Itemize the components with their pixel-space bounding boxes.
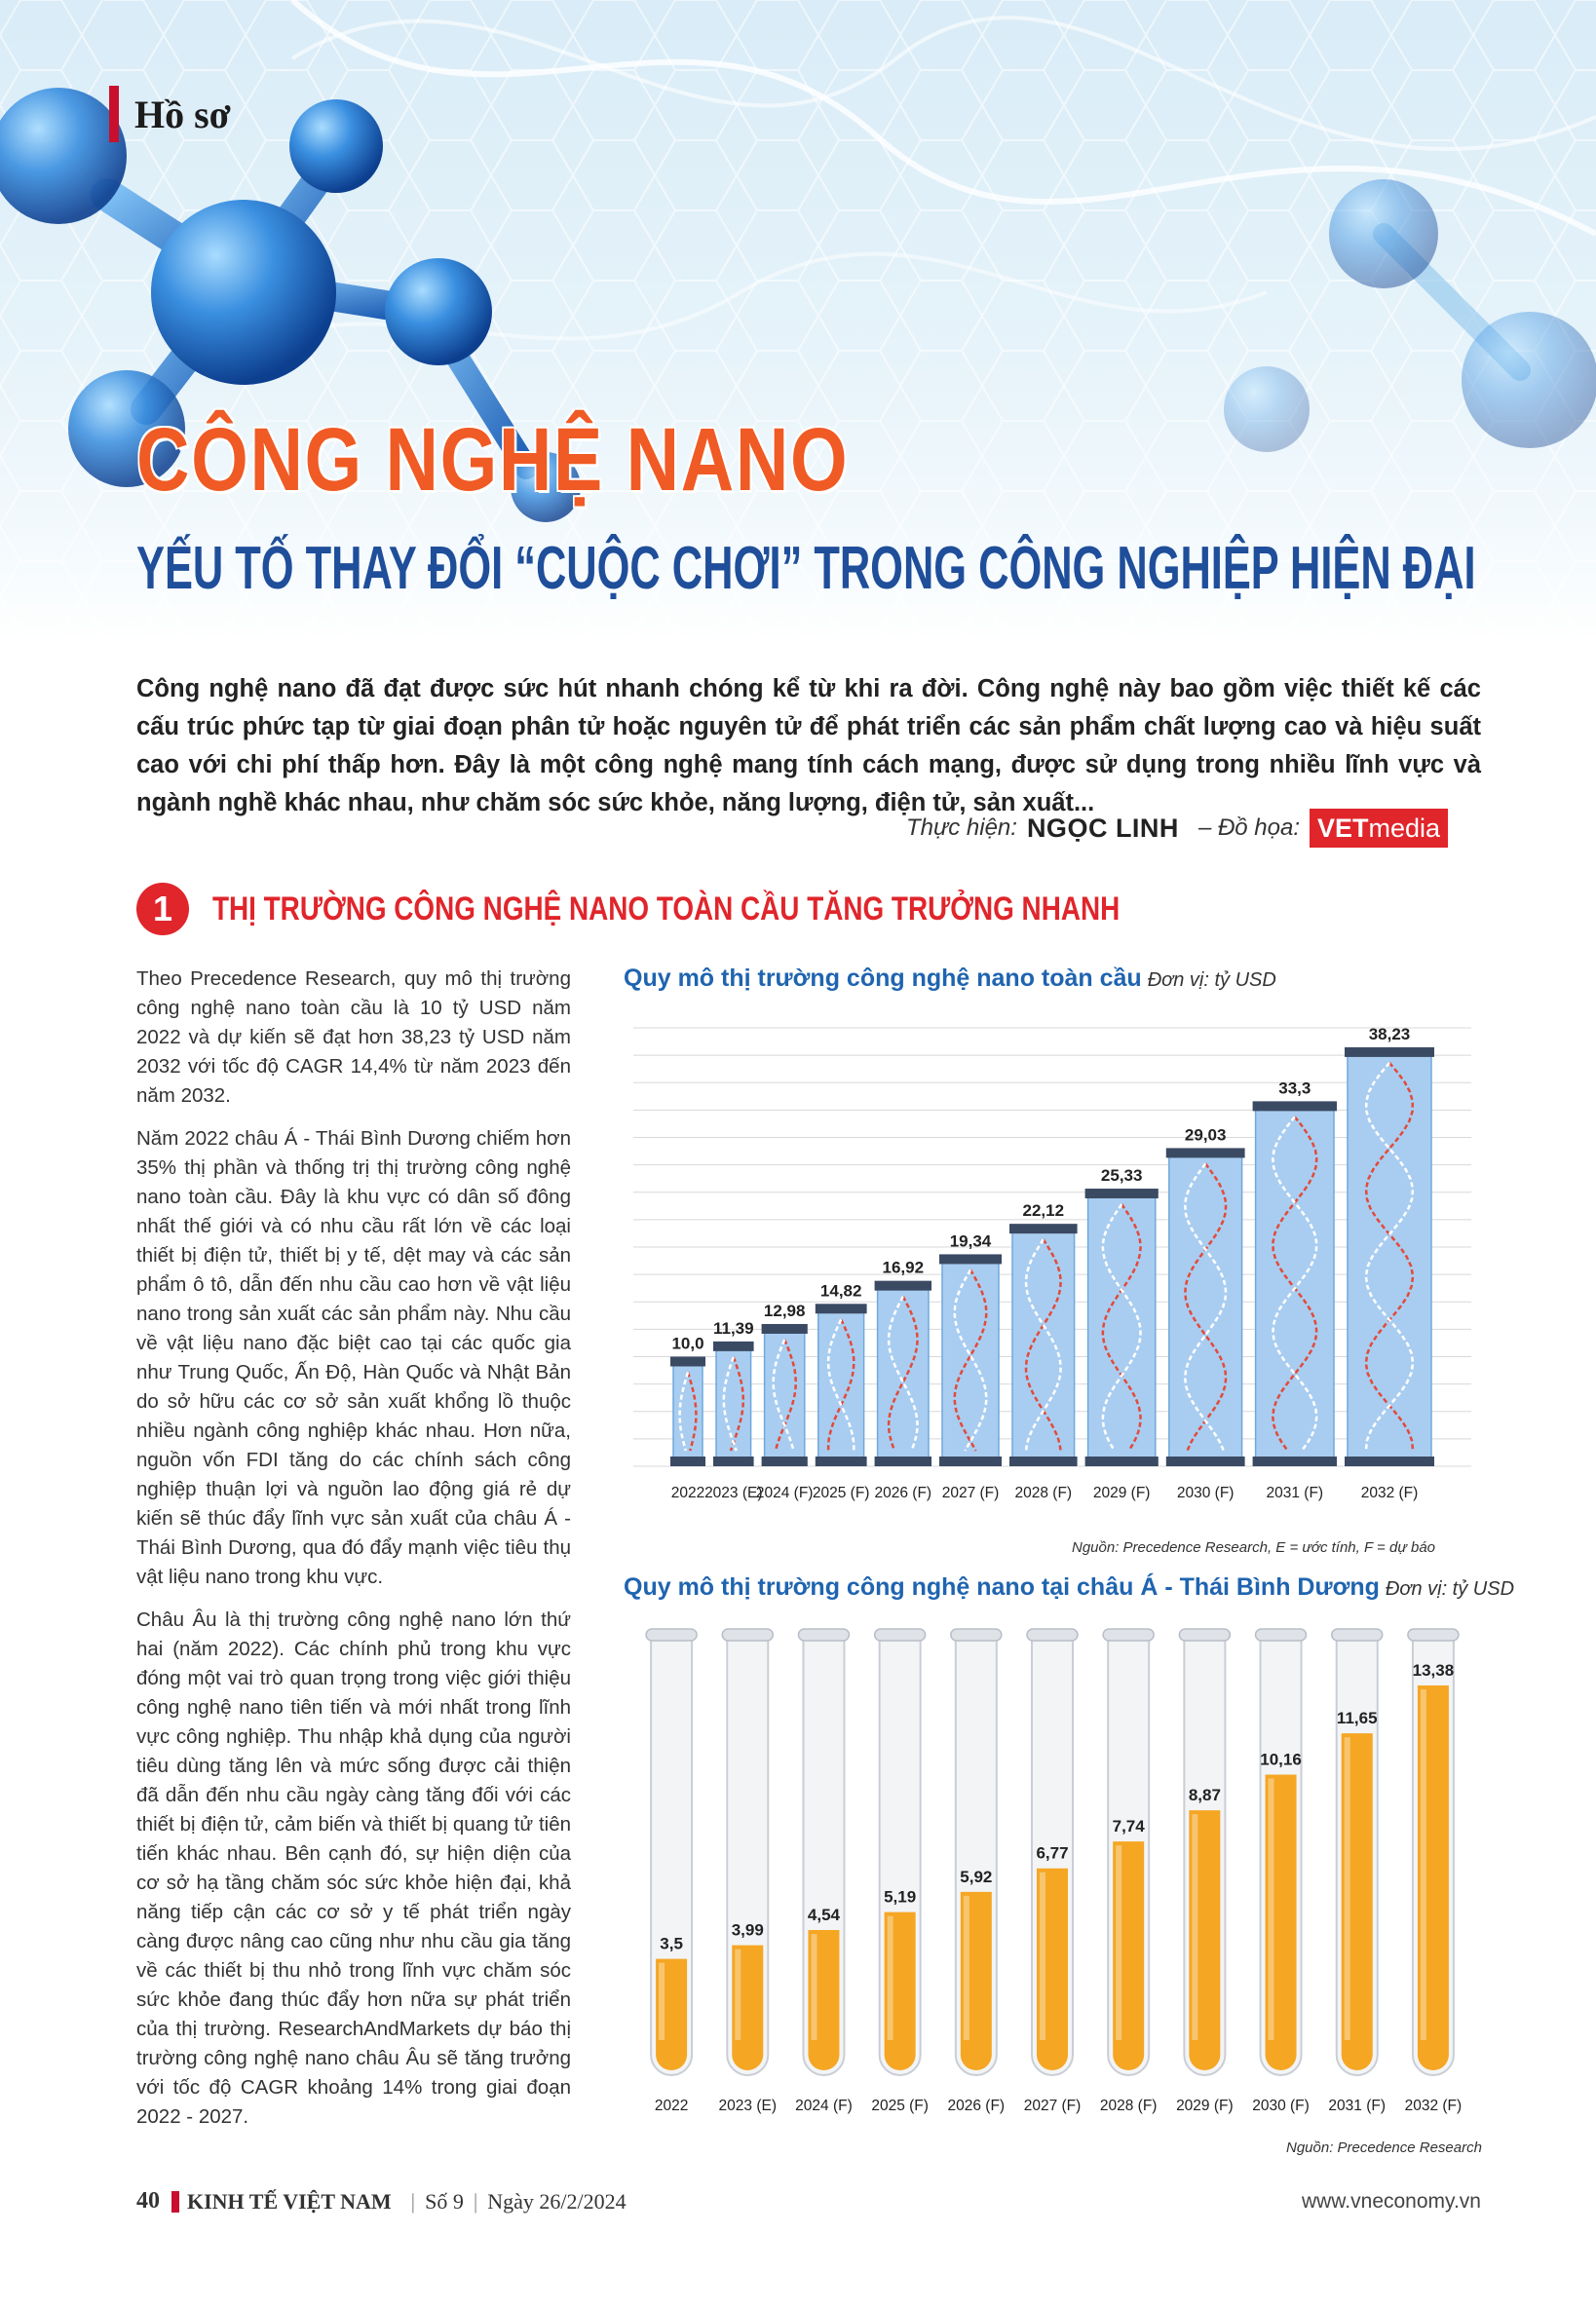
value-label: 19,34 [949, 1231, 992, 1251]
page-number: 40 [136, 2188, 160, 2214]
tube-rim [722, 1629, 773, 1641]
value-label: 11,65 [1336, 1709, 1378, 1728]
bar-cap-top [762, 1324, 808, 1334]
value-label: 8,87 [1188, 1786, 1221, 1805]
logo-text-bold: VET [1317, 814, 1369, 843]
section-tag-label: Hồ sơ [134, 92, 231, 136]
bar-column [878, 1289, 929, 1458]
page-footer [136, 2188, 1481, 2214]
category-label: 2028 (F) [1099, 2098, 1158, 2114]
value-label: 7,74 [1112, 1817, 1145, 1836]
value-label: 4,54 [807, 1906, 841, 1925]
footer-marker [171, 2191, 179, 2213]
value-label: 10,16 [1260, 1750, 1302, 1769]
website-link[interactable]: www.vneconomy.vn [1301, 2189, 1481, 2213]
tube-highlight [964, 1896, 969, 2040]
tube-highlight [811, 1934, 817, 2040]
bar-cap-bottom [875, 1457, 931, 1466]
value-label: 25,33 [1100, 1166, 1143, 1186]
bar-cap-top [1253, 1101, 1337, 1111]
tube-highlight [1269, 1778, 1274, 2040]
category-label: 2022 [670, 1485, 705, 1501]
global-market-chart [624, 1008, 1481, 1525]
bar-column [1088, 1196, 1156, 1458]
tube-2023E [722, 1629, 773, 2075]
tube-rim [1332, 1629, 1383, 1641]
tube-highlight [1421, 1689, 1426, 2040]
tube-rim [1408, 1629, 1459, 1641]
category-label: 2032 (F) [1404, 2098, 1463, 2114]
tube-2022 [646, 1629, 697, 2075]
bar-2028F [1009, 1224, 1078, 1466]
tube-highlight [888, 1916, 893, 2040]
bar-cap-top [875, 1281, 931, 1291]
value-label: 29,03 [1184, 1125, 1227, 1145]
bar-cap-top [1085, 1189, 1159, 1198]
tube-2025F [875, 1629, 926, 2075]
section-tag-marker [109, 86, 119, 142]
category-label: 2024 (F) [795, 2098, 853, 2114]
header-banner [0, 0, 1596, 643]
body-paragraph: Châu Âu là thị trường công nghệ nano lớn thứ hai (năm 2022). Các chính phủ trong khu vực đóng một vai trò quan trọng trong việc giới thiệu công nghệ nano tiên tiến và mới nhất trong lĩnh vực công nghiệp. Thu nhập khả dụng của người tiêu dùng tăng lên và mức sống được cải thiện đã dẫn đến nhu cầu ngày càng tăng đối với các thiết bị điện tử, cảm biến và thiết bị quang tử tiên tiến khác nhau. Bên cạnh đó, sự hiện diện của cơ sở hạ tầng chăm sóc sức khỏe hiện đại, khả năng tiếp cận các cơ sở y tế phát triển ngày càng được nâng cao cũng như nhu cầu gia tăng về các thiết bị thu nhỏ trong lĩnh vực chăm sóc sức khỏe đang thúc đẩy hơn nữa sự phát triển của thị trường. ResearchAndMarkets dự báo thị trường công nghệ nano châu Âu sẽ tăng trưởng với tốc độ CAGR khoảng 14% trong giai đoạn 2022 - 2027. [136, 1609, 571, 2128]
author-label: Thực hiện: [906, 814, 1017, 841]
category-label: 2030 (F) [1252, 2098, 1310, 2114]
bar-cap-top [713, 1342, 754, 1351]
bar-column [1348, 1055, 1431, 1458]
bar-cap-bottom [1253, 1457, 1337, 1466]
chart-2-title-text: Quy mô thị trường công nghệ nano tại châu Á - Thái Bình Dương [624, 1573, 1380, 1601]
logo-text-thin: media [1368, 814, 1441, 843]
category-label: 2025 (F) [812, 1485, 870, 1501]
magazine-name: KINH TẾ VIỆT NAM [187, 2188, 392, 2214]
bar-2029F [1085, 1189, 1159, 1466]
value-label: 16,92 [882, 1258, 925, 1277]
category-label: 2031 (F) [1266, 1485, 1324, 1501]
tube-highlight [1116, 1845, 1121, 2040]
issue-number: Số 9 [425, 2188, 464, 2214]
chart-2-unit: Đơn vị: tỷ USD [1385, 1578, 1515, 1600]
issue-date: Ngày 26/2/2024 [487, 2188, 627, 2214]
bar-2027F [939, 1254, 1002, 1466]
tube-highlight [735, 1949, 741, 2040]
value-label: 3,99 [731, 1920, 764, 1940]
chart-1-title [624, 965, 1276, 993]
bar-column [1256, 1109, 1334, 1458]
category-label: 2023 (E) [704, 1485, 763, 1501]
tube-2024F [798, 1629, 849, 2075]
tube-rim [1179, 1629, 1230, 1641]
tube-rim [1256, 1629, 1307, 1641]
bar-2032F [1345, 1047, 1434, 1466]
value-label: 12,98 [763, 1301, 806, 1320]
bar-2026F [875, 1281, 931, 1466]
category-label: 2024 (F) [755, 1485, 814, 1501]
tube-rim [1027, 1629, 1078, 1641]
tube-rim [875, 1629, 926, 1641]
tube-rim [951, 1629, 1002, 1641]
bar-cap-top [1166, 1148, 1245, 1157]
bar-cap-top [939, 1254, 1002, 1264]
body-column [136, 965, 571, 2145]
page-title: CÔNG NGHỆ NANO [136, 410, 850, 510]
value-label: 33,3 [1278, 1079, 1311, 1098]
tube-highlight [1192, 1814, 1197, 2040]
bar-cap-bottom [713, 1457, 754, 1466]
value-label: 5,19 [884, 1887, 917, 1907]
bar-column [765, 1332, 805, 1458]
category-label: 2022 [654, 2098, 689, 2114]
value-label: 22,12 [1022, 1201, 1065, 1221]
category-label: 2027 (F) [941, 1485, 1000, 1501]
tube-highlight [1345, 1737, 1350, 2040]
bar-cap-bottom [1009, 1457, 1078, 1466]
category-label: 2029 (F) [1176, 2098, 1234, 2114]
lead-paragraph: Công nghệ nano đã đạt được sức hút nhanh chóng kể từ khi ra đời. Công nghệ này bao gồm việc thiết kế các cấu trúc phức tạp từ giai đoạn phân tử hoặc nguyên tử để phát triển các sản phẩm chất lượng cao và hiệu suất cao với chi phí thấp hơn. Đây là một công nghệ mang tính cách mạng, được sử dụng trong nhiều lĩnh vực và ngành nghề khác nhau, như chăm sóc sức khỏe, năng lượng, điện tử, sản xuất... [136, 675, 1481, 816]
asia-pacific-market-chart [624, 1617, 1481, 2134]
bar-cap-bottom [670, 1457, 705, 1466]
bar-column [1012, 1231, 1075, 1458]
footer-separator: | [410, 2188, 416, 2214]
section-heading [136, 883, 1319, 935]
value-label: 10,0 [671, 1334, 704, 1353]
value-label: 3,5 [660, 1934, 683, 1953]
bar-column [818, 1311, 864, 1458]
category-label: 2032 (F) [1360, 1485, 1419, 1501]
chart-1-source: Nguồn: Precedence Research, E = ước tính, F = dự báo [1072, 1539, 1436, 1556]
bar-cap-bottom [1345, 1457, 1434, 1466]
bar-cap-bottom [1166, 1457, 1245, 1466]
section-heading-text: THỊ TRƯỜNG CÔNG NGHỆ NANO TOÀN CẦU TĂNG TRƯỞNG NHANH [212, 890, 1121, 927]
category-label: 2030 (F) [1176, 1485, 1235, 1501]
bar-cap-bottom [939, 1457, 1002, 1466]
bar-column [942, 1262, 999, 1458]
tube-rim [1103, 1629, 1154, 1641]
chart-2-source: Nguồn: Precedence Research [1286, 2139, 1482, 2156]
tube-2032F [1408, 1629, 1459, 2075]
body-paragraph: Theo Precedence Research, quy mô thị trường công nghệ nano toàn cầu là 10 tỷ USD năm 2022 và dự kiến sẽ đạt hơn 38,23 tỷ USD năm 2032 với tốc độ CAGR 14,4% từ năm 2023 đến năm 2032. [136, 967, 571, 1107]
vetmedia-logo [1310, 809, 1448, 848]
value-label: 11,39 [712, 1318, 754, 1338]
tube-2030F [1256, 1629, 1307, 2075]
bar-column [673, 1365, 703, 1459]
bar-2022 [670, 1357, 705, 1467]
category-label: 2031 (F) [1328, 2098, 1387, 2114]
tube-rim [646, 1629, 697, 1641]
value-label: 14,82 [819, 1281, 862, 1301]
footer-separator: | [473, 2188, 478, 2214]
bar-cap-top [670, 1357, 705, 1367]
bar-2025F [816, 1304, 867, 1466]
category-label: 2026 (F) [874, 1485, 932, 1501]
category-label: 2025 (F) [871, 2098, 929, 2114]
bar-cap-bottom [1085, 1457, 1159, 1466]
bar-cap-top [1009, 1224, 1078, 1233]
tube-2028F [1103, 1629, 1154, 2075]
bar-2023E [713, 1342, 754, 1466]
category-label: 2023 (E) [718, 2098, 777, 2114]
bar-column [1169, 1155, 1242, 1458]
value-label: 6,77 [1036, 1843, 1069, 1863]
category-label: 2027 (F) [1023, 2098, 1082, 2114]
chart-1-unit: Đơn vị: tỷ USD [1147, 969, 1276, 991]
chart-1-title-text: Quy mô thị trường công nghệ nano toàn cầu [624, 965, 1142, 992]
bar-cap-top [816, 1304, 867, 1313]
tube-rim [798, 1629, 849, 1641]
body-paragraph: Năm 2022 châu Á - Thái Bình Dương chiếm hơn 35% thị phần và thống trị thị trường công nghệ nano toàn cầu. Đây là khu vực có dân số đông nhất thế giới và có nhu cầu rất lớn về các loại thiết bị điện tử, thiết bị y tế, dệt may và các sản phẩm ô tô, dẫn đến nhu cầu cao hơn về vật liệu nano trong sản xuất các sản phẩm này. Nhu cầu về vật liệu nano đặc biệt cao tại các quốc gia như Trung Quốc, Ấn Độ, Hàn Quốc và Nhật Bản do sở hữu các cơ sở sản xuất khổng lồ thuộc nhiều ngành công nghiệp khác nhau. Hơn nữa, nguồn vốn FDI tăng do các chính sách công nghiệp thuận lợi và nguồn lao động giá rẻ dự kiến sẽ thúc đẩy lĩnh vực sản xuất của châu Á - Thái Bình Dương, qua đó đẩy mạnh việc tiêu thụ vật liệu nano trong khu vực. [136, 1127, 571, 1588]
section-tag [109, 86, 231, 142]
bar-cap-bottom [816, 1457, 867, 1466]
value-label: 5,92 [960, 1867, 993, 1886]
chart-2-title [624, 1573, 1514, 1602]
section-number-badge: 1 [136, 883, 189, 935]
category-label: 2029 (F) [1092, 1485, 1151, 1501]
page-subtitle: YẾU TỐ THAY ĐỔI “CUỘC CHƠI” TRONG CÔNG NGHIỆP HIỆN ĐẠI [136, 535, 1476, 602]
category-label: 2026 (F) [947, 2098, 1006, 2114]
category-label: 2028 (F) [1014, 1485, 1073, 1501]
credits [906, 809, 1448, 848]
tube-2031F [1332, 1629, 1383, 2075]
graphic-label: – Đồ họa: [1197, 814, 1301, 841]
tube-highlight [1040, 1873, 1045, 2040]
value-label: 13,38 [1412, 1661, 1455, 1680]
bar-cap-bottom [762, 1457, 808, 1466]
author-name: NGỌC LINH [1026, 813, 1179, 843]
tube-2029F [1179, 1629, 1230, 2075]
bar-2031F [1253, 1101, 1337, 1466]
bar-2024F [762, 1324, 808, 1466]
tube-highlight [659, 1963, 665, 2040]
bar-cap-top [1345, 1047, 1434, 1057]
value-label: 38,23 [1368, 1024, 1411, 1043]
tube-2026F [951, 1629, 1002, 2075]
bar-2030F [1166, 1148, 1245, 1466]
